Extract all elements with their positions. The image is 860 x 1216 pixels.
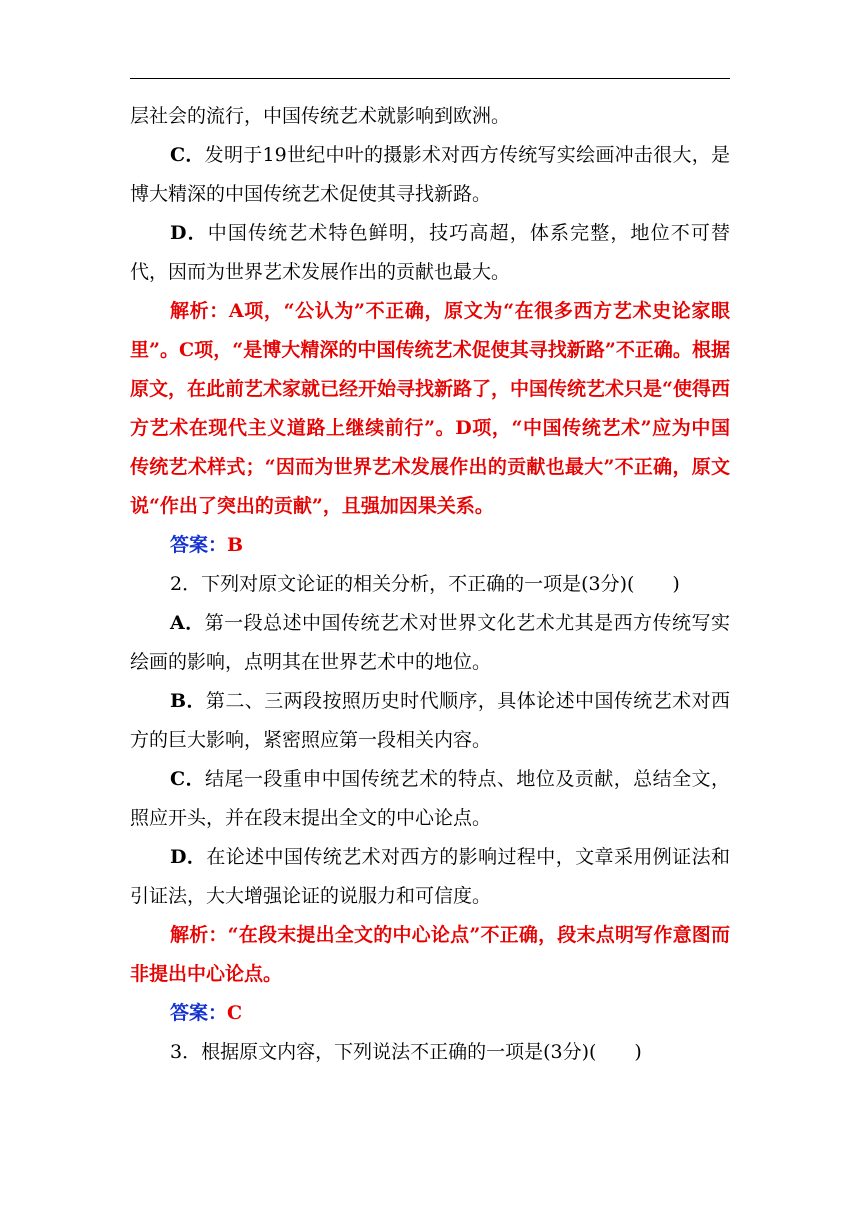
option-d-q2: D．在论述中国传统艺术对西方的影响过程中，文章采用例证法和引证法，大大增强论证的说服力和可信度。 [130,846,730,907]
paragraph-continuation: 层社会的流行，中国传统艺术就影响到欧洲。 [130,105,511,127]
analysis-q2: 解析：“在段末提出全文的中心论点”不正确，段末点明写作意图而非提出中心论点。 [130,924,730,985]
question-3: 3．根据原文内容，下列说法不正确的一项是(3分)( ) [170,1041,642,1063]
analysis-q1: 解析：A项，“公认为”不正确，原文为“在很多西方艺术史论家眼里”。C项，“是博大精深的中国传统艺术促使其寻找新路”不正确。根据原文，在此前艺术家就已经开始寻找新路了，中国传统艺术只是“使得西方艺术在现代主义道路上继续前行”。D项，“中国传统艺术”应为中国传统艺术样式；“因而为世界艺术发展作出的贡献也最大”不正确，原文说“作出了突出的贡献”，且强加因果关系。 [130,300,730,517]
option-c-q1: C．发明于19世纪中叶的摄影术对西方传统写实绘画冲击很大，是博大精深的中国传统艺术促使其寻找新路。 [130,144,730,205]
document-body [130,97,730,1072]
option-a-q2: A．第一段总述中国传统艺术对世界文化艺术尤其是西方传统写实绘画的影响，点明其在世界艺术中的地位。 [130,612,730,673]
answer-q1: 答案：B [170,534,244,556]
header-rule [130,78,730,79]
option-c-q2: C．结尾一段重申中国传统艺术的特点、地位及贡献，总结全文，照应开头，并在段末提出全文的中心论点。 [130,768,730,829]
question-2: 2．下列对原文论证的相关分析，不正确的一项是(3分)( ) [170,573,680,595]
option-d-q1: D．中国传统艺术特色鲜明，技巧高超，体系完整，地位不可替代，因而为世界艺术发展作出的贡献也最大。 [130,222,730,283]
answer-q2: 答案：C [170,1002,243,1024]
option-b-q2: B．第二、三两段按照历史时代顺序，具体论述中国传统艺术对西方的巨大影响，紧密照应第一段相关内容。 [130,690,730,751]
